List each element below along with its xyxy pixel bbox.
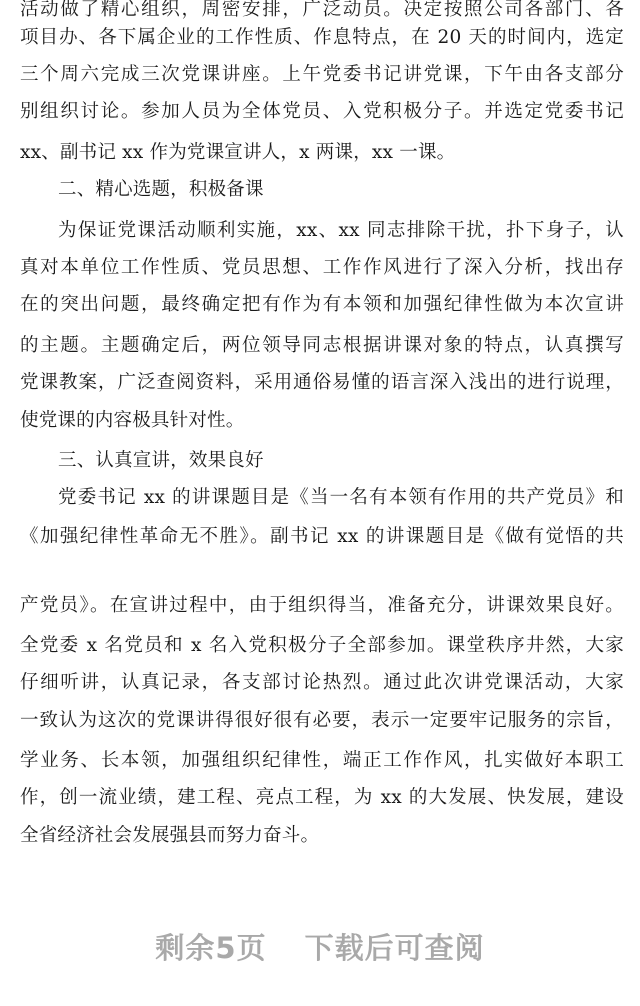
paragraph-line: 活动做了精心组织，周密安排，广泛动员。决定按照公司各部门、各 bbox=[20, 0, 624, 20]
paragraph-line: 为保证党课活动顺利实施，xx、xx 同志排除干扰，扑下身子，认 bbox=[58, 220, 624, 241]
paragraph-line: 项目办、各下属企业的工作性质、作息特点，在 20 天的时间内，选定 bbox=[20, 27, 624, 48]
paragraph-line: 仔细听讲，认真记录，各支部讨论热烈。通过此次讲党课活动，大家 bbox=[20, 672, 624, 693]
paragraph-line: xx、副书记 xx 作为党课宣讲人，x 两课，xx 一课。 bbox=[20, 142, 456, 163]
section-heading: 二、精心选题，积极备课 bbox=[58, 179, 264, 200]
paragraph-line: 作，创一流业绩，建工程、亮点工程，为 xx 的大发展、快发展，建设 bbox=[20, 787, 624, 808]
paragraph-line: 学业务、长本领，加强组织纪律性，端正工作作风，扎实做好本职工 bbox=[20, 750, 624, 771]
paragraph-line: 在的突出问题，最终确定把有作为有本领和加强纪律性做为本次宣讲 bbox=[20, 294, 624, 315]
paragraph-line: 三个周六完成三次党课讲座。上午党委书记讲党课，下午由各支部分 bbox=[20, 64, 624, 85]
paragraph-line: 一致认为这次的党课讲得很好很有必要，表示一定要牢记服务的宗旨， bbox=[20, 710, 624, 731]
paragraph-line: 党课教案，广泛查阅资料，采用通俗易懂的语言深入浅出的进行说理， bbox=[20, 372, 624, 393]
paragraph-line: 真对本单位工作性质、党员思想、工作作风进行了深入分析，找出存 bbox=[20, 257, 624, 278]
remaining-pages-label: 剩余5页 bbox=[155, 930, 267, 965]
section-heading: 三、认真宣讲，效果良好 bbox=[58, 450, 264, 471]
download-prompt[interactable] bbox=[0, 922, 640, 970]
paragraph-line: 的主题。主题确定后，两位领导同志根据讲课对象的特点，认真撰写 bbox=[20, 335, 624, 356]
paragraph-line: 党委书记 xx 的讲课题目是《当一名有本领有作用的共产党员》和 bbox=[58, 487, 624, 508]
paragraph-line: 产党员》。在宣讲过程中，由于组织得当，准备充分，讲课效果良好。 bbox=[20, 595, 624, 616]
paragraph-line: 全省经济社会发展强县而努力奋斗。 bbox=[20, 825, 320, 846]
download-to-view-label[interactable]: 下载后可查阅 bbox=[304, 930, 485, 965]
paragraph-line: 全党委 x 名党员和 x 名入党积极分子全部参加。课堂秩序井然，大家 bbox=[20, 635, 624, 656]
paragraph-line: 使党课的内容极具针对性。 bbox=[20, 410, 245, 431]
paragraph-line: 别组织讨论。参加人员为全体党员、入党积极分子。并选定党委书记 bbox=[20, 101, 624, 122]
paragraph-line: 《加强纪律性革命无不胜》。副书记 xx 的讲课题目是《做有觉悟的共 bbox=[20, 526, 624, 547]
